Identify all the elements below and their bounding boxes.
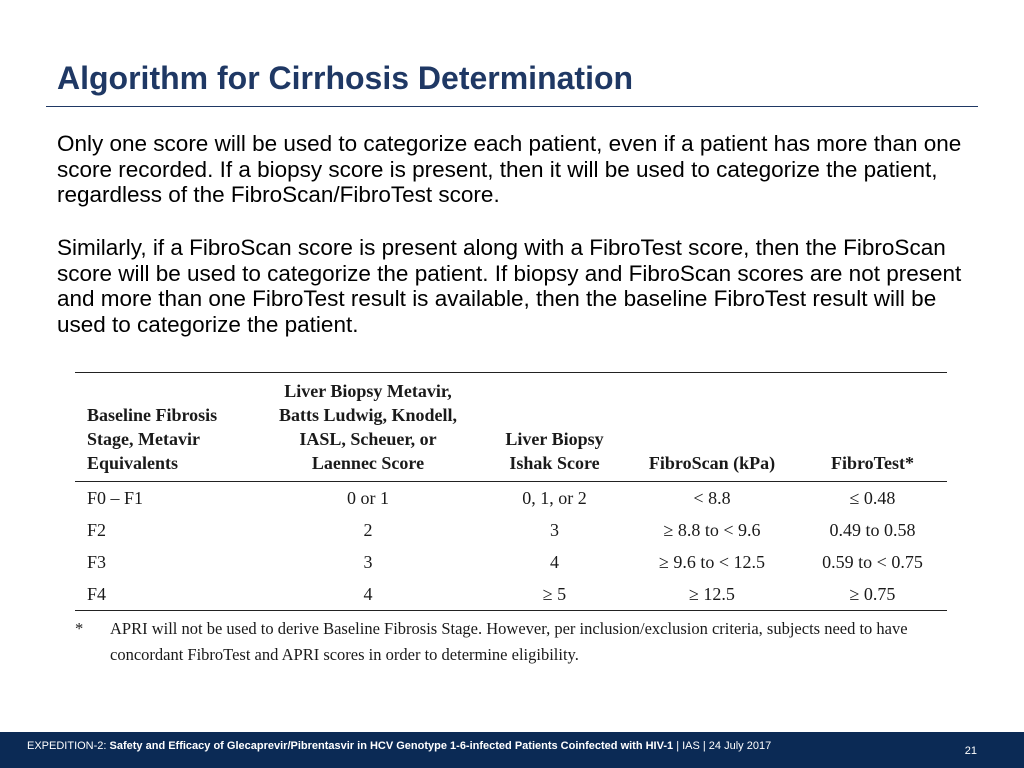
table-cell: F2 (87, 520, 107, 540)
table-cell: 4 (550, 552, 559, 572)
table-cell: ≥ 5 (542, 584, 567, 604)
footer-meta: | IAS | 24 July 2017 (673, 740, 772, 752)
header-fibroscan: FibroScan (kPa) (648, 453, 776, 473)
table-row (75, 482, 947, 515)
header-fibrotest: FibroTest* (830, 453, 914, 473)
page-number: 21 (964, 745, 977, 757)
table-header-row (75, 373, 947, 482)
footnote-text: APRI will not be used to derive Baseline Fibrosis Stage. However, per inclusion/exclusion criteria, subjects need to have concordant FibroTest and APRI scores in order to determine eligibility. (110, 619, 908, 664)
title-divider (46, 106, 978, 107)
table-cell: 3 (363, 552, 373, 572)
table-cell: ≤ 0.48 (849, 488, 896, 508)
header-ishak-score: Liver Biopsy Ishak Score (505, 429, 604, 473)
footer-study-title: Safety and Efficacy of Glecaprevir/Pibrentasvir in HCV Genotype 1-6-infected Patients Coinfected with HIV-1 (109, 740, 674, 752)
table-row (75, 514, 947, 546)
footer-study: EXPEDITION-2: (27, 740, 110, 752)
slide-title: Algorithm for Cirrhosis Determination (57, 60, 634, 96)
table-cell: 0.59 to < 0.75 (822, 552, 923, 572)
table-cell: 0, 1, or 2 (522, 488, 587, 508)
table-cell: F0 – F1 (87, 488, 144, 508)
table-row (75, 578, 947, 611)
header-liver-biopsy-metavir: Liver Biopsy Metavir, Batts Ludwig, Knodell, IASL, Scheuer, or Laennec Score (278, 381, 458, 473)
footer-bar (0, 732, 1024, 768)
table-cell: F4 (87, 584, 107, 604)
table-cell: 0.49 to 0.58 (829, 520, 916, 540)
table-cell: 2 (363, 520, 373, 540)
table-cell: 0 or 1 (347, 488, 389, 508)
table-cell: ≥ 0.75 (849, 584, 896, 604)
paragraph-two: Similarly, if a FibroScan score is present along with a FibroTest score, then the FibroScan score will be used to categorize the patient. If biopsy and FibroScan scores are not present and more than one FibroTest result is available, then the baseline FibroTest result will be used to categorize the patient. (57, 235, 962, 337)
table-cell: 4 (363, 584, 373, 604)
header-baseline-stage: Baseline Fibrosis Stage, Metavir Equivalents (87, 405, 218, 473)
table-row (75, 546, 947, 578)
fibrosis-table (75, 372, 947, 611)
footnote-asterisk: * (75, 619, 84, 638)
table-cell: F3 (87, 552, 107, 572)
table-cell: ≥ 8.8 to < 9.6 (663, 520, 761, 540)
table-cell: < 8.8 (693, 488, 731, 508)
table-cell: ≥ 12.5 (689, 584, 735, 604)
paragraph-one: Only one score will be used to categorize each patient, even if a patient has more than one score recorded. If a biopsy score is present, then it will be used to categorize the patient, regardless of the FibroScan/FibroTest score. (57, 131, 962, 207)
table-cell: 3 (550, 520, 559, 540)
table-footnote (75, 616, 955, 668)
footer-citation (27, 740, 771, 752)
table-cell: ≥ 9.6 to < 12.5 (658, 552, 766, 572)
